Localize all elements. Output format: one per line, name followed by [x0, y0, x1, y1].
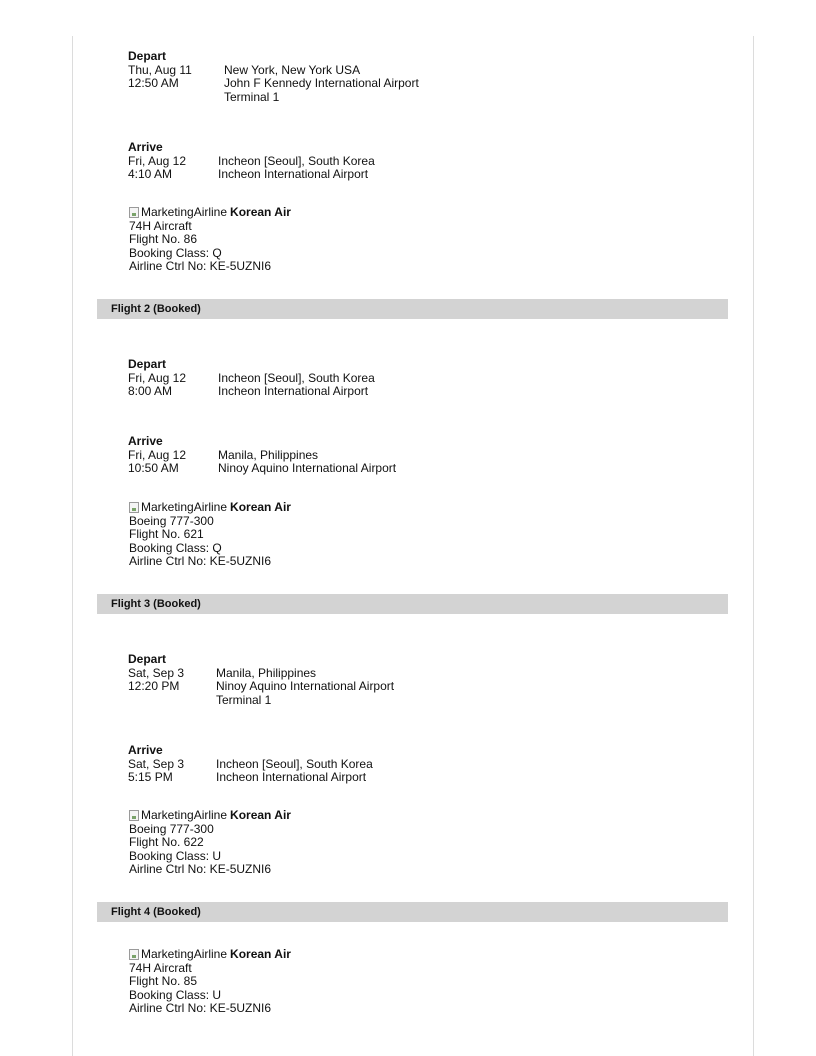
depart-city: Manila, Philippines [216, 665, 317, 680]
aircraft: 74H Aircraft [129, 218, 192, 233]
depart-date: Thu, Aug 11 [128, 62, 192, 77]
arrive-time: 5:15 PM [128, 770, 173, 784]
arrive-airport: Incheon International Airport [216, 770, 367, 784]
airline-name: Korean Air [230, 500, 291, 514]
aircraft: Boeing 777-300 [129, 821, 214, 836]
airline-ctrl-no: Airline Ctrl No: KE-5UZNI6 [129, 862, 272, 876]
flight-number: Flight No. 621 [129, 527, 204, 541]
airline-ctrl-no: Airline Ctrl No: KE-5UZNI6 [129, 1001, 272, 1015]
airline-logo-alt: MarketingAirline [141, 947, 228, 961]
depart-date: Sat, Sep 3 [128, 665, 185, 680]
arrive-airport: Incheon International Airport [218, 167, 369, 181]
flight-1-arrive [128, 140, 375, 182]
flight-3-header: Flight 3 (Booked) [97, 594, 728, 614]
arrive-label: Arrive [128, 140, 163, 154]
booking-class: Booking Class: Q [129, 245, 222, 260]
broken-image-icon [129, 502, 139, 513]
airline-logo-alt: MarketingAirline [141, 808, 228, 822]
flight-3-arrive [128, 743, 373, 785]
airline-logo-image [129, 501, 227, 515]
flight-4-header: Flight 4 (Booked) [97, 902, 728, 922]
flight-2-depart [128, 357, 375, 399]
arrive-city: Manila, Philippines [218, 447, 319, 462]
flight-2-header: Flight 2 (Booked) [97, 299, 728, 319]
flight-4-info [129, 948, 291, 1016]
arrive-airport: Ninoy Aquino International Airport [218, 461, 397, 475]
flight-2-info [129, 501, 291, 569]
depart-airport: Incheon International Airport [218, 384, 369, 398]
depart-date: Fri, Aug 12 [128, 370, 187, 385]
depart-time: 8:00 AM [128, 384, 173, 398]
booking-class: Booking Class: U [129, 848, 222, 863]
airline-name: Korean Air [230, 205, 291, 219]
arrive-time: 10:50 AM [128, 461, 179, 475]
arrive-date: Fri, Aug 12 [128, 153, 187, 168]
depart-airport: Ninoy Aquino International Airport [216, 679, 395, 693]
arrive-time: 4:10 AM [128, 167, 173, 181]
depart-label: Depart [128, 652, 167, 666]
depart-airport: John F Kennedy International Airport [224, 76, 419, 90]
depart-label: Depart [128, 357, 167, 371]
arrive-city: Incheon [Seoul], South Korea [216, 756, 373, 771]
arrive-label: Arrive [128, 434, 163, 448]
depart-label: Depart [128, 49, 167, 63]
flight-number: Flight No. 622 [129, 835, 204, 849]
booking-class: Booking Class: Q [129, 540, 222, 555]
depart-terminal: Terminal 1 [224, 89, 280, 104]
flight-1-depart [128, 49, 419, 104]
broken-image-icon [129, 810, 139, 821]
airline-ctrl-no: Airline Ctrl No: KE-5UZNI6 [129, 554, 272, 568]
airline-ctrl-no: Airline Ctrl No: KE-5UZNI6 [129, 259, 272, 273]
depart-time: 12:20 PM [128, 679, 180, 693]
airline-logo-alt: MarketingAirline [141, 205, 228, 219]
flight-2-arrive [128, 434, 397, 476]
flight-number: Flight No. 85 [129, 974, 198, 988]
arrive-label: Arrive [128, 743, 163, 757]
airline-logo-image [129, 206, 227, 220]
flight-3-depart [128, 652, 395, 707]
aircraft: Boeing 777-300 [129, 513, 214, 528]
airline-name: Korean Air [230, 808, 291, 822]
flight-3-info [129, 809, 291, 877]
airline-logo-image [129, 809, 227, 823]
flight-number: Flight No. 86 [129, 232, 198, 246]
depart-time: 12:50 AM [128, 76, 179, 90]
airline-name: Korean Air [230, 947, 291, 961]
broken-image-icon [129, 207, 139, 218]
flight-1-info [129, 206, 291, 274]
airline-logo-alt: MarketingAirline [141, 500, 228, 514]
broken-image-icon [129, 949, 139, 960]
aircraft: 74H Aircraft [129, 960, 192, 975]
depart-terminal: Terminal 1 [216, 692, 272, 707]
depart-city: New York, New York USA [224, 62, 361, 77]
arrive-date: Fri, Aug 12 [128, 447, 187, 462]
depart-city: Incheon [Seoul], South Korea [218, 370, 375, 385]
airline-logo-image [129, 948, 227, 962]
arrive-city: Incheon [Seoul], South Korea [218, 153, 375, 168]
booking-class: Booking Class: U [129, 987, 222, 1002]
arrive-date: Sat, Sep 3 [128, 756, 185, 771]
